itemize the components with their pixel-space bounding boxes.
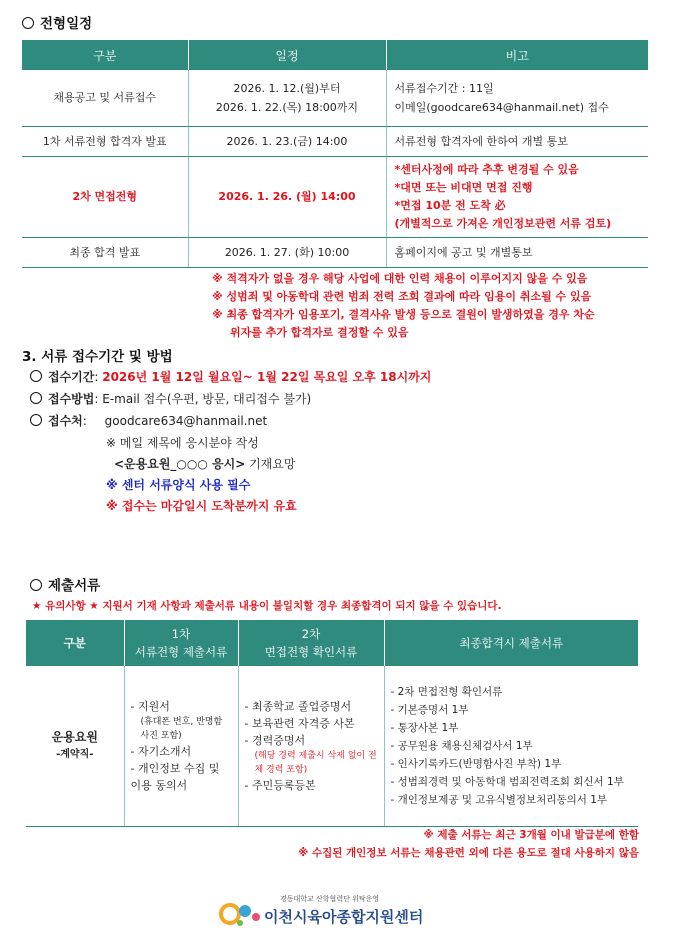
period-line: 접수기간: 2026년 1월 12일 월요일~ 1월 22일 목요일 오후 18시까지: [30, 368, 431, 385]
list-item: - 개인정보제공 및 고유식별정보처리동의서 1부: [390, 793, 608, 806]
role-sub: -계약직-: [56, 748, 94, 760]
docs-table: [26, 620, 638, 827]
list-item: - 2차 면접전형 확인서류: [390, 685, 503, 698]
schedule-date: 2026. 1. 12.(월)부터 2026. 1. 22.(목) 18:00까지: [188, 70, 386, 126]
docs-second-cell: [238, 666, 384, 826]
docs-header-final: 최종합격시 제출서류: [384, 620, 638, 666]
list-item: - 자기소개서: [130, 744, 192, 758]
docs-header-row: [26, 620, 638, 666]
schedule-category: 1차 서류전형 합격자 발표: [22, 126, 188, 156]
section3-title: 3. 서류 접수기간 및 방법: [22, 349, 173, 365]
list-item: - 최종학교 졸업증명서: [244, 699, 352, 713]
circle-bullet-icon: [30, 579, 42, 591]
list-item: - 개인정보 수집 및 이용 동의서: [130, 761, 220, 792]
list-item: - 경력증명서: [244, 733, 306, 747]
docs-header-second: 2차 면접전형 확인서류: [238, 620, 384, 666]
period-value: 2026년 1월 12일 월요일~ 1월 22일 목요일 오후 18시까지: [102, 370, 432, 384]
schedule-note: 서류접수기간 : 11일 이메일(goodcare634@hanmail.net) 접수: [386, 70, 648, 126]
list-item: - 인사기록카드(반명함사진 부착) 1부: [390, 757, 562, 770]
footer-logo: [218, 894, 458, 930]
schedule-row: [22, 126, 648, 156]
docs-role-cell: [26, 666, 124, 826]
circle-bullet-icon: [30, 392, 42, 404]
list-item: - 기본증명서 1부: [390, 703, 469, 716]
address-label: 접수처: [48, 414, 83, 428]
circle-bullet-icon: [22, 17, 34, 29]
deadline-note: ※ 접수는 마감일시 도착분까지 유효: [106, 499, 297, 513]
schedule-date: 2026. 1. 27. (화) 10:00: [188, 237, 386, 267]
schedule-notes: ※ 적격자가 없을 경우 해당 사업에 대한 인력 채용이 이루어지지 않을 수 있음 ※ 성범죄 및 아동학대 관련 범죄 전력 조회 결과에 따라 임용이 취소될 수 있음 ※ 최종 합격자가 임용포기, 결격사유 발생 등으로 결원이 발생하였을 경우 차순 위자를 추가 합격자로 결정할 수 있음: [212, 272, 595, 339]
list-item: - 지원서: [130, 699, 170, 713]
circle-bullet-icon: [30, 370, 42, 382]
schedule-table: [22, 40, 648, 268]
docs-section-title: 제출서류: [30, 574, 100, 594]
schedule-header-row: [22, 40, 648, 70]
period-label: 접수기간: [48, 370, 95, 384]
list-item: - 성범죄경력 및 아동학대 범죄전력조회 회신서 1부: [390, 775, 624, 788]
form-required-note: ※ 센터 서류양식 사용 필수: [106, 478, 251, 492]
method-line: 접수방법: E-mail 접수(우편, 방문, 대리접수 불가): [30, 390, 311, 407]
subject-note: ※ 메일 제목에 응시분야 작성: [106, 436, 259, 450]
docs-row: [26, 666, 638, 826]
docs-header-first: 1차 서류전형 제출서류: [124, 620, 238, 666]
list-item: - 보육관련 자격증 사본: [244, 716, 355, 730]
list-item-sub: (휴대폰 번호, 반명함 사진 포함): [140, 716, 223, 741]
footer-center-name: 이천시육아종합지원센터: [264, 908, 424, 926]
schedule-date: 2026. 1. 26. (월) 14:00: [188, 156, 386, 237]
circle-bullet-icon: [30, 414, 42, 426]
schedule-date: 2026. 1. 23.(금) 14:00: [188, 126, 386, 156]
schedule-section-title: 전형일정: [22, 12, 92, 32]
schedule-header-category: 구분: [22, 40, 188, 70]
docs-final-cell: [384, 666, 638, 826]
list-item: - 공무원용 채용신체검사서 1부: [390, 739, 533, 752]
docs-warning: ★ 유의사항 ★ 지원서 기재 사항과 제출서류 내용이 불일치할 경우 최종합격이 되지 않을 수 있습니다.: [32, 600, 502, 612]
list-item: - 통장사본 1부: [390, 721, 459, 734]
schedule-category: 최종 합격 발표: [22, 237, 188, 267]
schedule-header-note: 비고: [386, 40, 648, 70]
address-line: 접수처: goodcare634@hanmail.net: [30, 412, 267, 429]
docs-notes: ※ 제출 서류는 최근 3개월 이내 발급분에 한함 ※ 수집된 개인정보 서류는 채용관련 외에 다른 용도로 절대 사용하지 않음: [298, 829, 639, 859]
schedule-row: [22, 156, 648, 237]
docs-first-cell: [124, 666, 238, 826]
schedule-note: 서류전형 합격자에 한하여 개별 통보: [386, 126, 648, 156]
center-logo-icon: [218, 898, 262, 928]
docs-header-category: 구분: [26, 620, 124, 666]
list-item: - 주민등록등본: [244, 778, 316, 792]
subject-format: <운용요원_○○○ 응시> 기재요망: [114, 457, 296, 471]
footer-sub: 경동대학교 산학협력단 위탁운영: [280, 895, 380, 903]
schedule-note: *센터사정에 따라 추후 변경될 수 있음 *대면 또는 비대면 면접 진행 *면접 10분 전 도착 必 (개별적으로 가져온 개인정보관련 서류 검토): [386, 156, 648, 237]
schedule-category: 2차 면접전형: [22, 156, 188, 237]
schedule-category: 채용공고 및 서류접수: [22, 70, 188, 126]
method-label: 접수방법: [48, 392, 95, 406]
list-item-sub: (해당 경력 제출시 삭제 없이 전체 경력 포함): [254, 750, 377, 775]
method-value: E-mail 접수(우편, 방문, 대리접수 불가): [102, 392, 312, 406]
schedule-note: 홈페이지에 공고 및 개별통보: [386, 237, 648, 267]
email-address[interactable]: goodcare634@hanmail.net: [104, 414, 268, 428]
schedule-header-date: 일정: [188, 40, 386, 70]
schedule-row: [22, 237, 648, 267]
schedule-row: [22, 70, 648, 126]
role-name: 운용요원: [51, 729, 98, 744]
